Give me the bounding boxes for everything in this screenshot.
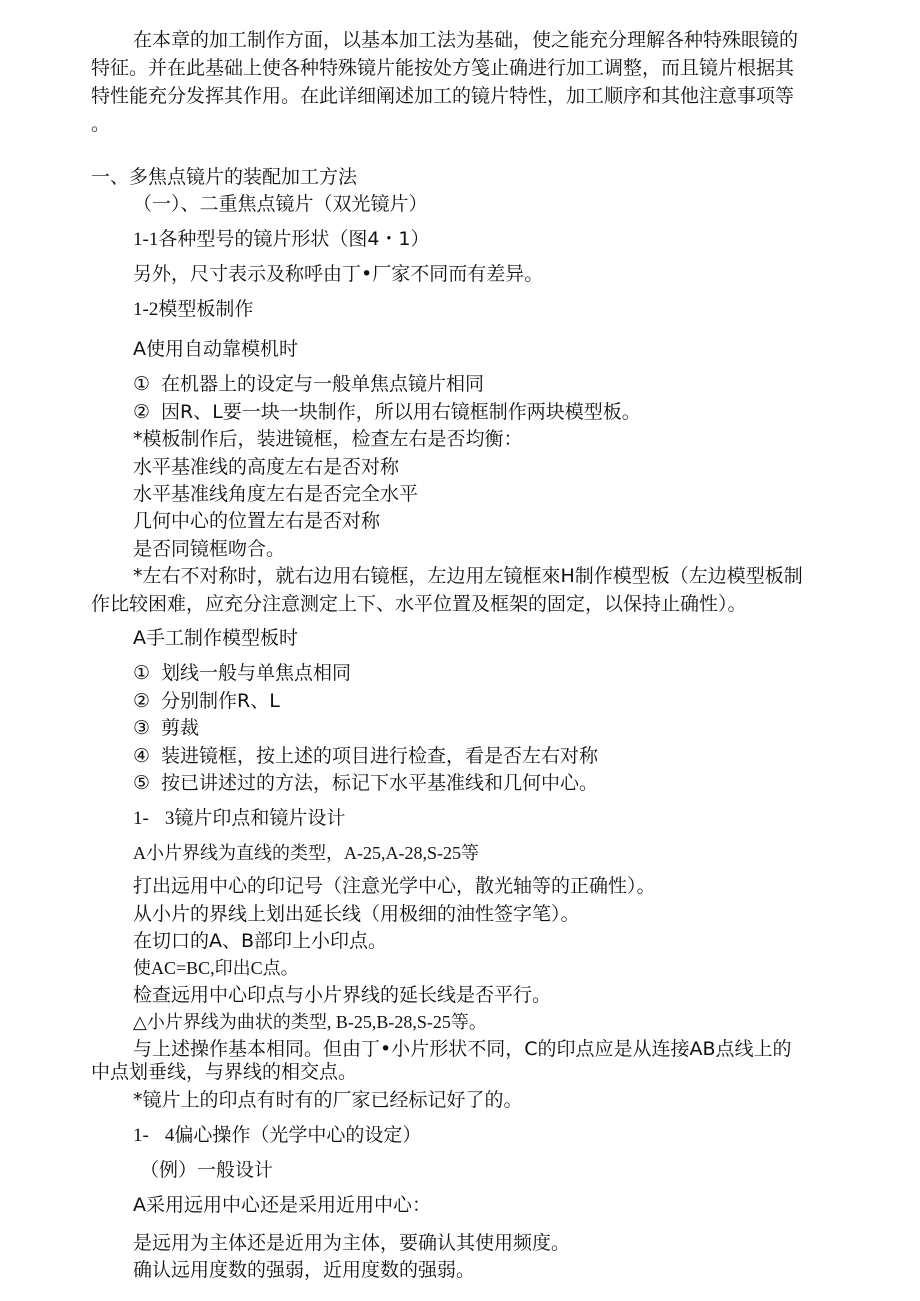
step-text: 装进镜框，按上述的项目进行检查，看是否左右对称 — [161, 745, 599, 767]
part-number: 1-2 — [133, 299, 159, 320]
center-question: A采用远用中心还是采用近用中心： — [133, 1194, 431, 1216]
print-step-3: 在切口的A、B部印上小印点。 — [133, 930, 388, 952]
manual-step-5 — [133, 771, 598, 795]
frequency-line: 是远用为主体还是近用为主体，要确认其使用频度。 — [133, 1232, 571, 1254]
maker-note: *镜片上的印点有时有的厂家已经标记好了的。 — [133, 1089, 523, 1111]
example-line: （例）一般设计 — [140, 1159, 274, 1181]
step-text: 分别制作R、L — [161, 690, 280, 712]
part-title: 镜片印点和镜片设计 — [174, 807, 346, 829]
step-text: 划线一般与单焦点相同 — [161, 662, 352, 684]
part-number: 1- — [133, 1125, 149, 1146]
step-marker: ④ — [133, 745, 151, 767]
part-title: 各种型号的镜片形状（图4・1） — [158, 228, 430, 250]
part-1-1-text: 另外，尺寸表示及称呼由丁•厂家不同而有差异。 — [133, 263, 544, 285]
auto-step-1 — [133, 372, 484, 396]
step-marker: ⑤ — [133, 772, 151, 794]
asymmetry-note-line-2: 作比较困难，应充分注意测定上下、水平位置及框架的固定，以保持止确性）。 — [91, 593, 747, 615]
check-item-3: 几何中心的位置左右是否对称 — [133, 510, 381, 532]
print-step-1: 打出远用中心的印记号（注意光学中心，散光轴等的正确性）。 — [133, 875, 656, 897]
part-1-1-heading — [133, 227, 430, 252]
manual-step-4 — [133, 744, 598, 768]
step-text: 因R、L要一块一块制作，所以用右镜框制作两块模型板。 — [161, 401, 641, 423]
auto-step-2 — [133, 400, 641, 424]
asymmetry-note-line-1: *左右不对称时，就右边用右镜框，左边用左镜框來H制作模型板（左边模型板制 — [133, 565, 803, 587]
part-number-suffix: 4 — [164, 1125, 175, 1146]
section-heading: 一、多焦点镜片的装配加工方法 — [91, 166, 358, 188]
straight-type-line: A小片界线为直线的类型，A-25,A-28,S-25等 — [133, 843, 479, 863]
power-line: 确认远用度数的强弱，近用度数的强弱。 — [133, 1259, 476, 1281]
check-item-4: 是否同镜框吻合。 — [133, 538, 286, 560]
auto-template-title: A使用自动靠模机时 — [133, 338, 298, 360]
check-title: *模板制作后，装进镜框，检查左右是否均衡： — [133, 428, 523, 450]
part-title: 偏心操作（光学中心的设定） — [174, 1124, 422, 1146]
print-step-2: 从小片的界线上划出延长线（用极细的油性签字笔）。 — [133, 903, 580, 925]
parallel-check-line: 检查远用中心印点与小片界线的延长线是否平行。 — [133, 984, 552, 1006]
intro-line-3: 特性能充分发挥其作用。在此详细阐述加工的镜片特性，加工顺序和其他注意事项等 — [91, 85, 795, 107]
intro-line-1: 在本章的加工制作方面，以基本加工法为基础，使之能充分理解各种特殊眼镜的 — [133, 29, 799, 51]
part-1-3-heading — [133, 806, 345, 831]
step-text: 剪裁 — [161, 717, 200, 739]
ac-bc-line: 使AC=BC,印出C点。 — [133, 958, 299, 978]
step-text: 按已讲述过的方法，标记下水平基准线和几何中心。 — [161, 772, 599, 794]
same-operation-line-1: 与上述操作基本相同。但由丁•小片形状不同，C的印点应是从连接AB点线上的 — [133, 1038, 792, 1060]
manual-step-2 — [133, 689, 280, 713]
manual-template-title: A手工制作模型板时 — [133, 627, 298, 649]
part-number: 1-1 — [133, 229, 159, 250]
intro-line-4: 。 — [91, 113, 111, 135]
step-marker: ① — [133, 373, 151, 395]
section-subheading: （一）、二重焦点镜片（双光镜片） — [133, 193, 428, 215]
check-item-2: 水平基准线角度左右是否完全水平 — [133, 483, 419, 505]
intro-line-2: 特征。并在此基础上使各种特殊镜片能按处方笺止确进行加工调整，而且镜片根据其 — [91, 57, 795, 79]
check-item-1: 水平基准线的高度左右是否对称 — [133, 456, 400, 478]
part-title: 模型板制作 — [158, 298, 254, 320]
manual-step-1 — [133, 661, 351, 685]
manual-step-3 — [133, 716, 199, 740]
step-marker: ③ — [133, 717, 151, 739]
curved-type-line: △小片界线为曲状的类型, B-25,B-28,S-25等。 — [133, 1012, 487, 1032]
part-number-suffix: 3 — [164, 808, 175, 829]
part-1-2-heading — [133, 297, 253, 322]
part-1-4-heading — [133, 1123, 421, 1148]
step-marker: ② — [133, 401, 151, 423]
step-marker: ① — [133, 662, 151, 684]
part-number: 1- — [133, 808, 149, 829]
same-operation-line-2: 中点划垂线，与界线的相交点。 — [91, 1061, 358, 1083]
step-text: 在机器上的设定与一般单焦点镜片相同 — [161, 373, 485, 395]
step-marker: ② — [133, 690, 151, 712]
